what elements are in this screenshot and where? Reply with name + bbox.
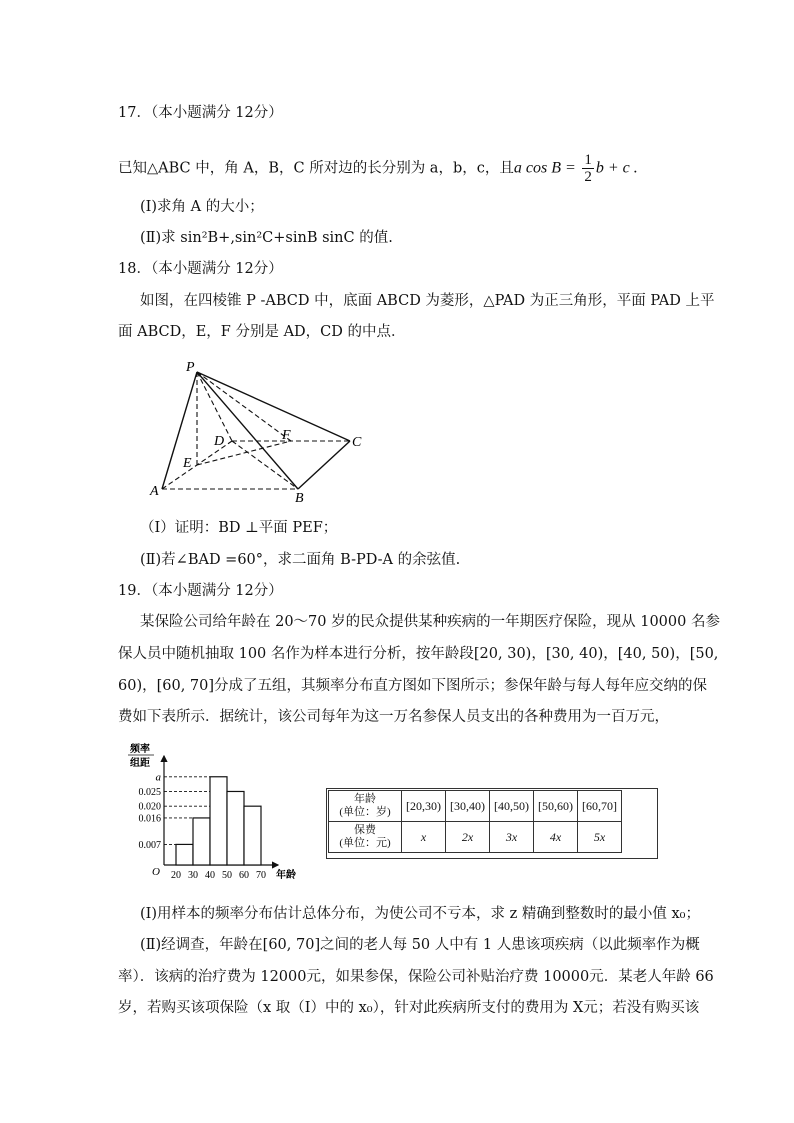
age-cell: [50,60) [534, 791, 578, 822]
q19-stem-line2: 保人员中随机抽取 100 名作为样本进行分析，按年龄段[20, 30)，[30, 40)，[40, 50)，[50, [118, 646, 719, 662]
histogram-bar [176, 844, 193, 865]
y-tick-label: a [155, 771, 161, 784]
fee-header-label: 保费 [354, 824, 376, 836]
edge-EF [197, 441, 291, 465]
age-header-label: 年龄 [354, 793, 376, 805]
label-D: D [214, 434, 225, 449]
x-tick-label: 50 [222, 870, 232, 881]
q19-part1: (Ⅰ)用样本的频率分布估计总体分布，为使公司不亏本，求 z 精确到整数时的最小值 x₀； [140, 906, 700, 922]
ylabel-bottom: 组距 [130, 758, 150, 769]
label-C: C [352, 435, 362, 450]
age-header-unit: (单位：岁) [339, 806, 391, 818]
y-tick-label: 0.020 [138, 801, 161, 813]
q18-part1: （I）证明：BD ⊥平面 PEF； [140, 520, 338, 536]
q19-part2-line2: 率）．该病的治疗费为 12000元，如果参保，保险公司补贴治疗费 10000元．某老人年龄 66 [118, 969, 714, 985]
fee-cell: x [402, 822, 446, 853]
label-F: F [282, 428, 291, 443]
q18-stem-line2: 面 ABCD，E，F 分别是 AD，CD 的中点． [118, 324, 406, 340]
age-cell: [30,40) [446, 791, 490, 822]
histogram-bar [210, 777, 227, 865]
q19-stem-line3: 60)，[60, 70]分成了五组，其频率分布直方图如下图所示；参保年龄与每人每年应交纳的保 [118, 678, 708, 694]
q19-header: 19．（本小题满分 12分） [118, 583, 283, 599]
q19-part2-line3: 岁，若购买该项保险（x 取（I）中的 x₀），针对此疾病所支付的费用为 X元；若没有购买该 [118, 1000, 700, 1016]
x-tick-label: 20 [171, 870, 181, 881]
histogram-bar [227, 791, 244, 865]
histogram-bar [244, 806, 261, 865]
q17-part2: (Ⅱ)求 sin²B+,sin²C+sinB sinC 的值. [140, 230, 393, 246]
y-tick-label: 0.016 [138, 813, 161, 825]
ylabel-top: 频率 [130, 744, 150, 755]
edge-PA [162, 372, 197, 489]
x-tick-label: 40 [205, 870, 215, 881]
age-header-cell [329, 791, 402, 822]
q17-eq-left: a cos B = [513, 159, 576, 177]
q17-frac-den: 2 [584, 169, 592, 185]
q17-part1: (Ⅰ)求角 A 的大小； [140, 199, 264, 215]
q17-stem [118, 152, 638, 185]
y-tick-label: 0.007 [138, 839, 161, 851]
q19-part2-line1: (Ⅱ)经调查，年龄在[60, 70]之间的老人每 50 人中有 1 人患该项疾病（以此频率作为概 [140, 937, 700, 953]
x-tick-label: 70 [256, 870, 266, 881]
edge-DB [232, 441, 298, 489]
q18-header: 18．（本小题满分 12分） [118, 261, 283, 277]
q17-fraction [582, 152, 594, 185]
q17-frac-num: 1 [584, 152, 592, 168]
xlabel: 年龄 [276, 870, 296, 881]
q18-part2: (Ⅱ)若∠BAD =60°，求二面角 B-PD-A 的余弦值. [140, 552, 461, 568]
q18-stem-line1: 如图，在四棱锥 P -ABCD 中，底面 ABCD 为菱形，△PAD 为正三角形，平面 PAD 上平 [140, 293, 715, 309]
histogram-bar [193, 818, 210, 865]
age-cell: [40,50) [490, 791, 534, 822]
edge-PF [197, 372, 291, 441]
q19-stem-line4: 费如下表所示．据统计，该公司每年为这一万名参保人员支出的各种费用为一百万元， [118, 709, 669, 725]
q17-header: 17．（本小题满分 12分） [118, 105, 283, 121]
label-P: P [186, 360, 195, 375]
fee-header-cell [329, 822, 402, 853]
fee-header-unit: (单位：元) [339, 837, 391, 849]
q17-stem-text: 已知△ABC 中，角 A，B，C 所对边的长分别为 a，b，c，且 [118, 160, 514, 177]
x-tick-label: 30 [188, 870, 198, 881]
pyramid-figure [140, 355, 380, 505]
fee-cell: 2x [446, 822, 490, 853]
x-tick-label: 60 [239, 870, 249, 881]
fee-cell: 5x [578, 822, 622, 853]
fee-table [328, 790, 622, 853]
fee-table-row-fee [329, 822, 622, 853]
q19-stem-line1: 某保险公司给年龄在 20～70 岁的民众提供某种疾病的一年期医疗保险，现从 10000 名参 [140, 614, 720, 630]
frequency-histogram [120, 740, 310, 890]
label-A: A [150, 484, 159, 499]
edge-BC [298, 441, 350, 489]
label-E: E [183, 456, 192, 471]
age-cell: [20,30) [402, 791, 446, 822]
fee-cell: 4x [534, 822, 578, 853]
q17-eq-right: b + c . [595, 159, 638, 177]
edge-PC [197, 372, 350, 441]
label-B: B [295, 491, 304, 505]
fee-cell: 3x [490, 822, 534, 853]
origin-label: O [152, 866, 160, 878]
y-tick-label: 0.025 [138, 786, 161, 798]
fee-table-row-age [329, 791, 622, 822]
age-cell: [60,70] [578, 791, 622, 822]
